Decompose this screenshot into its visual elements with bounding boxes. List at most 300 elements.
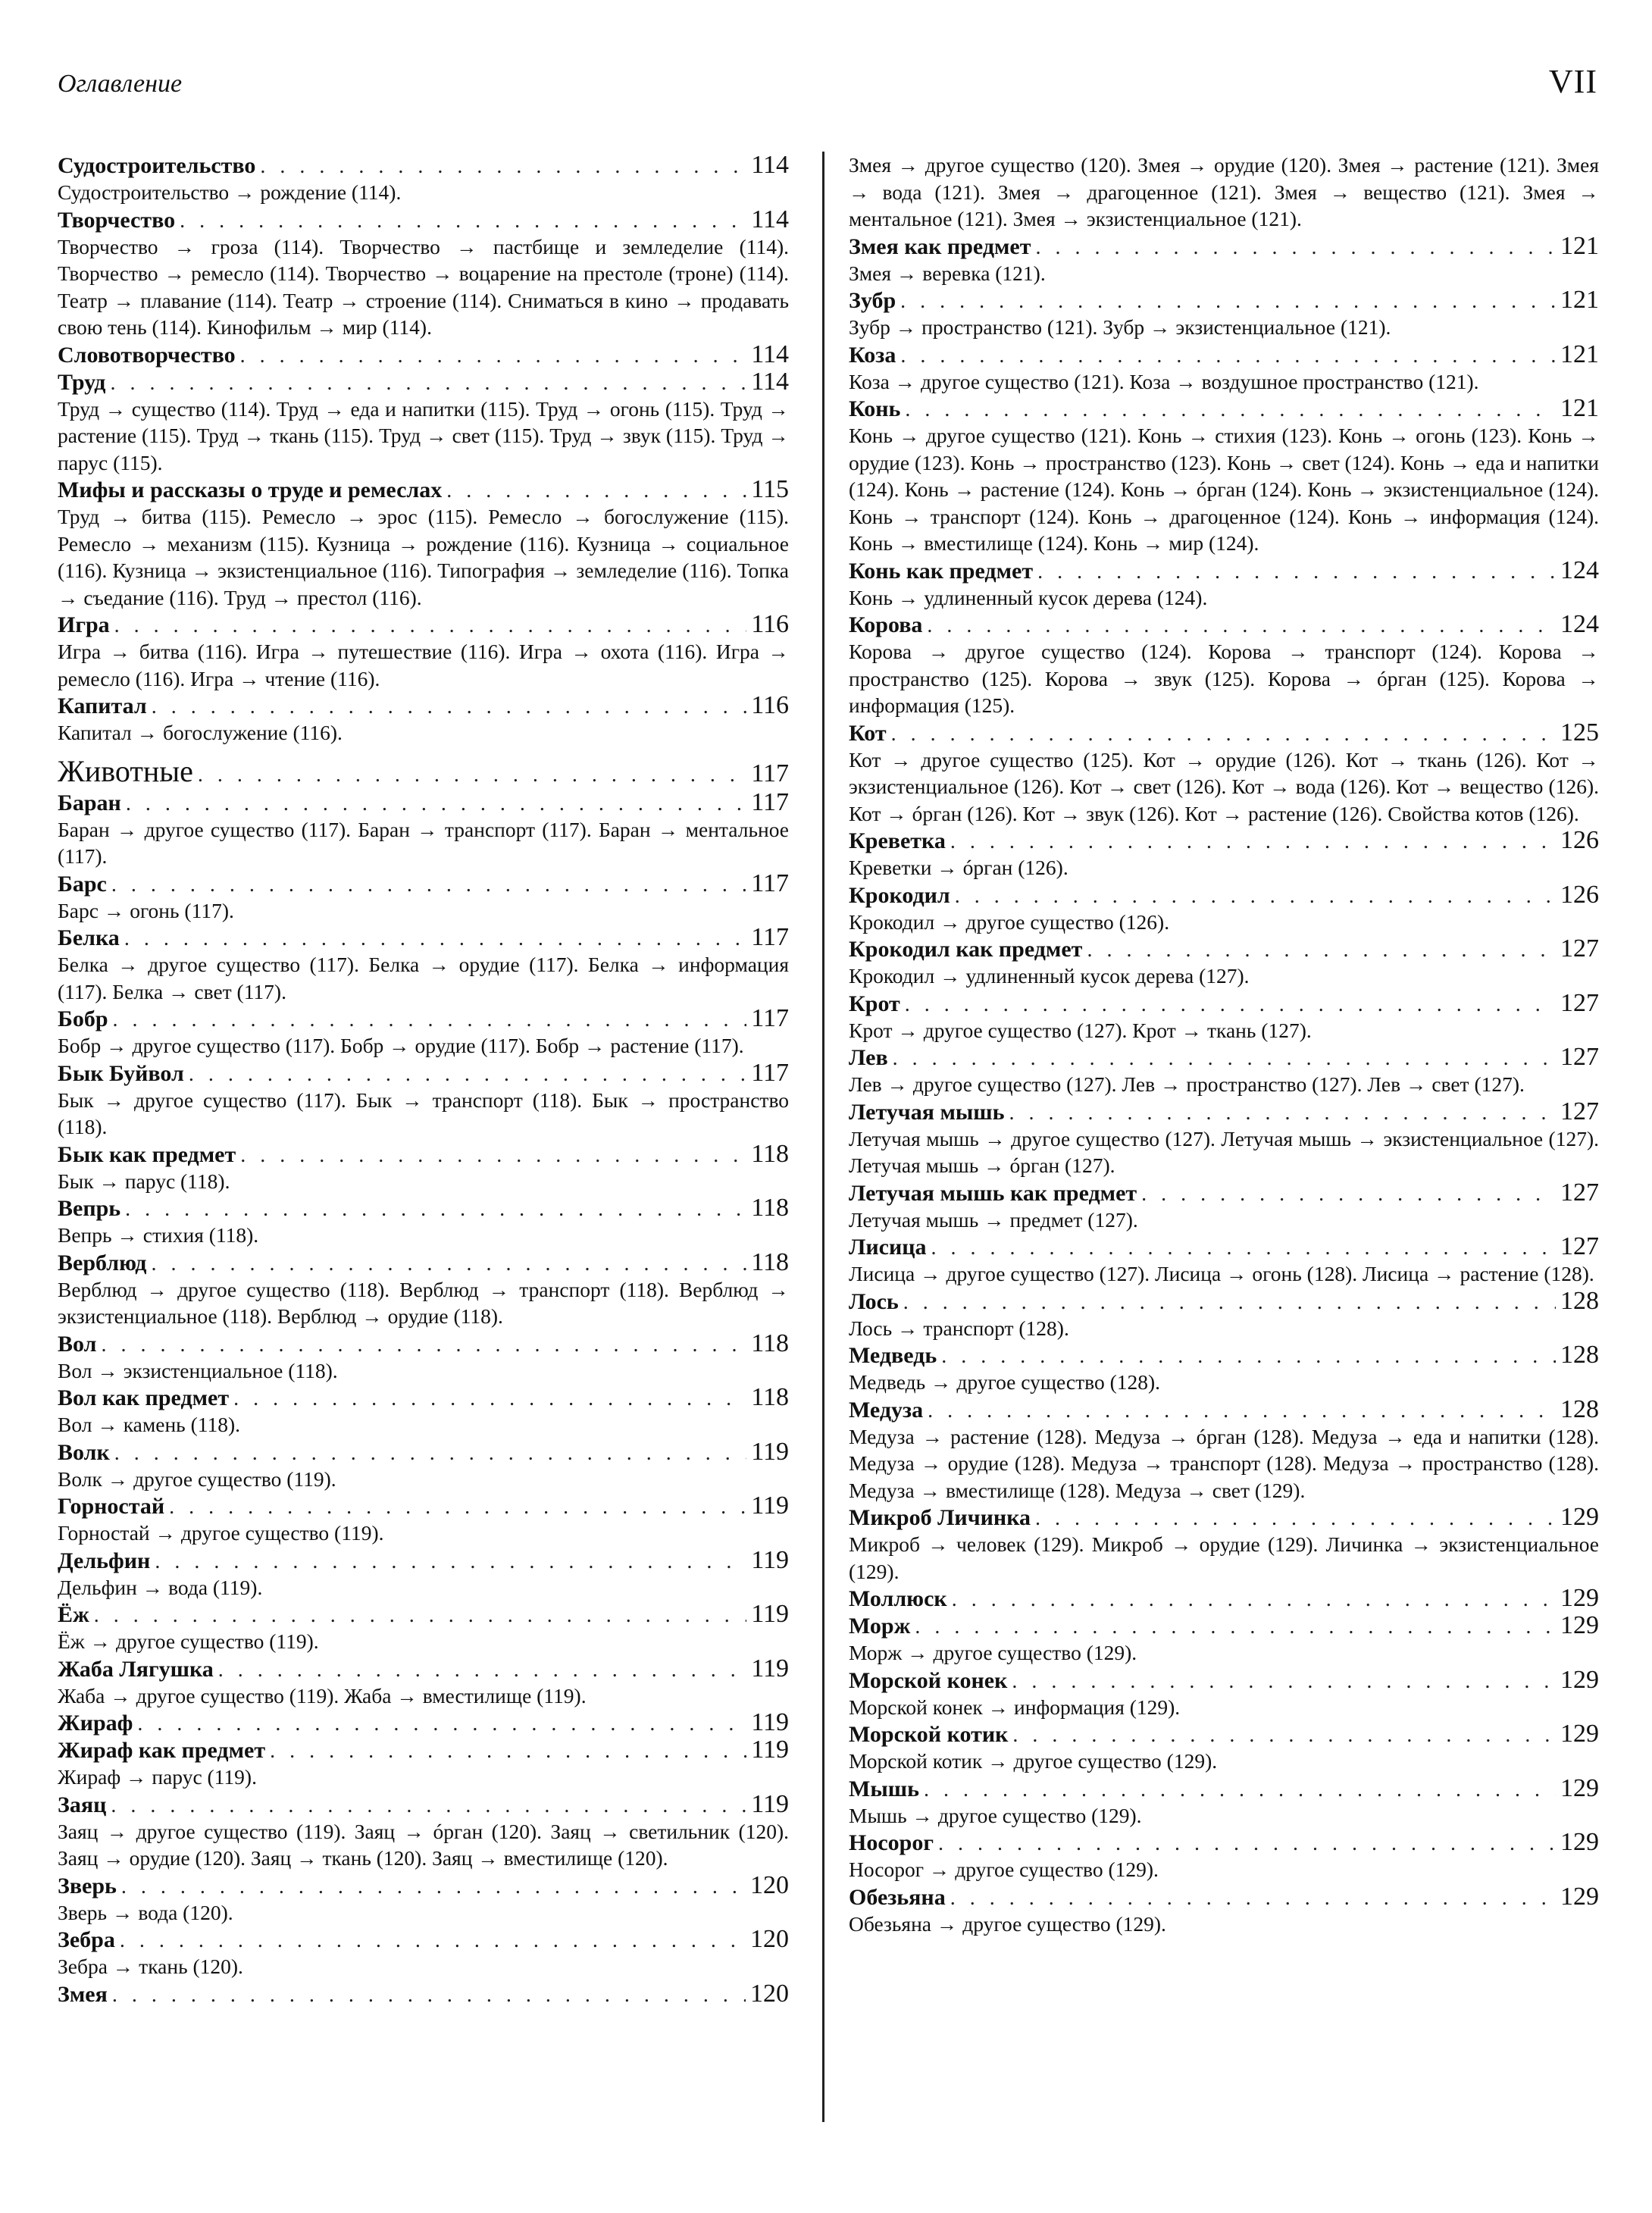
dot-leader [905,991,1556,1019]
toc-entry [58,1384,789,1438]
toc-entry-heading [58,1005,789,1032]
dot-leader [938,1830,1556,1858]
toc-entry [58,1655,789,1710]
toc-entry-description: Бык → парус (118). [58,1169,230,1193]
toc-entry [849,1098,1599,1179]
toc-entry-heading [849,395,1599,422]
toc-entry-description: Медведь → другое существо (128). [849,1370,1161,1394]
toc-entry [849,1341,1599,1396]
dot-leader [1012,1668,1556,1695]
toc-entry-heading [58,1709,789,1736]
right-column [849,152,1599,1937]
toc-entry-description: Микроб → человек (129). Микроб → орудие (129). Личинка → экзистенциальное (129). [849,1532,1599,1583]
toc-entry-description: Зубр → пространство (121). Зубр → экзистенциальное (121). [849,315,1391,339]
dot-leader [114,1440,747,1467]
toc-entry-description: Корова → другое существо (124). Корова → транспорт (124). Корова → пространство (125). Корова → звук (125). Корова → óрган (125). Корова → информация (125). [849,640,1599,717]
toc-entry [58,924,789,1005]
toc-entry [849,1233,1599,1288]
toc-page-number: 127 [1560,1043,1599,1071]
toc-page-number: 117 [751,923,789,951]
toc-entry [58,1926,789,1980]
dot-leader [240,343,747,370]
toc-entry-heading [849,1829,1599,1856]
toc-page-number: 119 [751,1492,789,1520]
dot-leader [1035,1505,1556,1532]
toc-entry-description: Труд → существо (114). Труд → еда и напитки (115). Труд → огонь (115). Труд → растение (115). Труд → ткань (115). Труд → свет (115). Труд → звук (115). Труд → парус (115). [58,396,789,474]
dot-leader [155,1548,746,1576]
toc-entry-title: Лев [849,1045,888,1070]
toc-entry-title: Животные [58,753,193,788]
dot-leader [927,612,1556,640]
toc-entry-heading [58,1330,789,1357]
toc-page-number: 119 [751,1600,789,1628]
toc-entry-description: Заяц → другое существо (119). Заяц → óрган (120). Заяц → светильник (120). Заяц → орудие (120). Заяц → ткань (120). Заяц → вместилище (120). [58,1819,789,1870]
toc-entry [58,1438,789,1493]
toc-entry-title: Лось [849,1288,899,1314]
toc-entry [849,1044,1599,1098]
toc-entry [849,341,1599,396]
toc-entry [849,152,1599,233]
toc-page-number: 124 [1560,610,1599,638]
dot-leader [903,1289,1556,1316]
toc-entry-title: Змея как предмет [849,233,1031,259]
toc-page-number: 120 [750,1870,789,1899]
toc-entry [849,1667,1599,1721]
toc-entry-heading [58,789,789,816]
toc-entry [849,990,1599,1044]
toc-entry-description: Носорог → другое существо (129). [849,1858,1159,1881]
dot-leader [270,1738,746,1765]
toc-entry [849,1396,1599,1504]
toc-entry-description: Змея → другое существо (120). Змея → орудие (120). Змея → растение (121). Змея → вода (121). Змея → драгоценное (121). Змея → вещество (121). Змея → ментальное (121). Змея → экзистенциальное (121). [849,153,1599,230]
toc-entry-heading [58,1601,789,1628]
toc-entry-title: Капитал [58,693,147,718]
toc-entry-title: Крот [849,991,900,1016]
toc-page-number: 114 [751,367,789,396]
dot-leader [891,721,1556,748]
dot-leader [126,790,746,818]
dot-leader [180,208,746,235]
toc-page-number: 117 [751,1058,789,1087]
toc-entry-heading [849,1179,1599,1207]
toc-page-number: 117 [751,759,789,787]
dot-leader [137,1711,746,1738]
toc-entry-description: Крот → другое существо (127). Крот → ткань (127). [849,1018,1312,1042]
toc-section-heading [58,754,789,789]
toc-entry [849,935,1599,990]
toc-entry-title: Вол как предмет [58,1385,230,1410]
dot-leader [924,1776,1556,1804]
dot-leader [1037,559,1556,586]
toc-page-number: 125 [1560,718,1599,747]
toc-entry-heading [849,1098,1599,1125]
toc-page-number: 119 [751,1437,789,1466]
toc-entry-title: Конь как предмет [849,558,1034,584]
toc-entry [58,1709,789,1736]
toc-entry-description: Барс → огонь (117). [58,898,234,922]
toc-page-number: 118 [751,1383,789,1411]
dot-leader [900,343,1556,370]
toc-page-number: 118 [751,1139,789,1168]
toc-entry-description: Лев → другое существо (127). Лев → пространство (127). Лев → свет (127). [849,1072,1525,1096]
toc-entry-heading [849,990,1599,1017]
dot-leader [260,153,746,180]
toc-page-number: 119 [751,1736,789,1764]
toc-page-number: 116 [751,610,789,638]
toc-entry-title: Баран [58,790,121,815]
dot-leader [1035,234,1556,261]
dot-leader [931,1235,1556,1262]
dot-leader [915,1614,1556,1641]
dot-leader [1141,1181,1556,1208]
toc-page-number: 129 [1560,1720,1599,1748]
toc-entry-title: Морской конек [849,1667,1008,1693]
toc-entry-description: Верблюд → другое существо (118). Верблюд → транспорт (118). Верблюд → экзистенциальное (118). Верблюд → орудие (118). [58,1277,789,1328]
toc-entry [58,870,789,925]
toc-entry-heading [849,881,1599,909]
toc-page-number: 120 [750,1925,789,1953]
toc-entry-description: Творчество → гроза (114). Творчество → пастбище и земледелие (114). Творчество → ремесло (114). Творчество → воцарение на престоле (троне) (114). Театр → плавание (114). Театр → строение (114). Сниматься в кино → продавать свою тень (114). Кинофильм → мир (114). [58,234,789,339]
toc-entry-title: Творчество [58,207,176,233]
toc-entry-title: Бык как предмет [58,1141,236,1167]
toc-page-number: 115 [751,475,789,503]
toc-entry-title: Медведь [849,1343,937,1368]
dot-leader [124,925,746,953]
toc-page-number: 126 [1560,880,1599,909]
toc-entry [58,1547,789,1601]
toc-page-number: 128 [1560,1286,1599,1315]
toc-entry-title: Обезьяна [849,1884,946,1910]
toc-entry-heading [849,935,1599,963]
toc-entry-heading [58,1872,789,1899]
toc-entry-heading [849,1883,1599,1911]
toc-entry-heading [849,611,1599,638]
toc-page-number: 119 [751,1654,789,1682]
toc-entry-heading [58,1980,789,2008]
toc-entry-title: Морж [849,1614,911,1639]
toc-entry-heading [58,1384,789,1411]
dot-leader [950,1885,1556,1912]
toc-entry-description: Труд → битва (115). Ремесло → эрос (115). Ремесло → богослужение (115). Ремесло → механизм (115). Кузница → рождение (116). Кузница → социальное (116). Кузница → экзистенциальное (116). Типография → земледелие (116). Топка → съедание (116). Труд → престол (116). [58,505,789,609]
toc-entry-title: Заяц [58,1792,107,1817]
toc-entry [849,1504,1599,1585]
toc-entry-description: Коза → другое существо (121). Коза → воздушное пространство (121). [849,369,1479,393]
toc-entry-heading [849,341,1599,368]
toc-entry-title: Летучая мышь [849,1099,1005,1125]
dot-leader [446,477,746,505]
toc-entry-heading [849,1612,1599,1639]
toc-entry-heading [58,1249,789,1276]
toc-entry-description: Баран → другое существо (117). Баран → транспорт (117). Баран → ментальное (117). [58,817,789,868]
toc-entry [58,1791,789,1872]
toc-page-number: 114 [751,205,789,233]
toc-entry-description: Зверь → вода (120). [58,1900,233,1924]
toc-entry [849,1775,1599,1830]
toc-entry [58,1330,789,1385]
dot-leader [151,1250,746,1278]
toc-entry-description: Крокодил → удлиненный кусок дерева (127). [849,964,1250,988]
dot-leader [110,370,746,397]
toc-entry [849,233,1599,287]
toc-entry [849,1612,1599,1667]
toc-page-number: 118 [751,1329,789,1357]
toc-entry-heading [849,827,1599,854]
toc-page-number: 117 [751,787,789,816]
toc-page-number: 127 [1560,1232,1599,1260]
dot-leader [950,828,1556,856]
dot-leader [114,612,747,640]
toc-entry-heading [849,719,1599,747]
toc-page-number: 117 [751,869,789,897]
toc-entry-title: Коза [849,342,896,368]
dot-leader [233,1385,746,1413]
dot-leader [1012,1722,1556,1749]
toc-page-number: 129 [1560,1665,1599,1694]
toc-page-number: 116 [751,691,789,719]
toc-entry [58,789,789,870]
toc-entry-title: Мифы и рассказы о труде и ремеслах [58,477,443,502]
dot-leader [125,1196,746,1223]
toc-page-number: 127 [1560,1178,1599,1207]
toc-entry [58,1601,789,1655]
dot-leader [941,1343,1556,1370]
toc-entry [849,881,1599,936]
toc-entry [58,341,789,368]
toc-entry [849,1720,1599,1775]
toc-entry-title: Жираф как предмет [58,1738,266,1763]
toc-entry [58,152,789,206]
toc-entry-description: Змея → веревка (121). [849,261,1046,285]
toc-entry-description: Конь → удлиненный кусок дерева (124). [849,585,1208,609]
toc-page-number: 128 [1560,1341,1599,1369]
toc-entry-description: Медуза → растение (128). Медуза → óрган (128). Медуза → еда и напитки (128). Медуза → орудие (128). Медуза → транспорт (128). Медуза → пространство (128). Медуза → вместилище (128). Медуза → свет (129). [849,1424,1599,1502]
toc-entry-description: Лисица → другое существо (127). Лисица → огонь (128). Лисица → растение (128). [849,1262,1594,1285]
dot-leader [111,1792,746,1820]
toc-entry-heading [849,1396,1599,1423]
toc-entry-description: Конь → другое существо (121). Конь → стихия (123). Конь → огонь (123). Конь → орудие (123). Конь → пространство (123). Конь → свет (124). Конь → еда и напитки (124). Конь → растение (124). Конь → óрган (124). Конь → экзистенциальное (124). Конь → транспорт (124). Конь → драгоценное (124). Конь → информация (124). Конь → вместилище (124). Конь → мир (124). [849,424,1599,555]
dot-leader [101,1332,746,1359]
toc-entry [849,719,1599,828]
toc-entry-heading [849,286,1599,314]
toc-entry-title: Морской котик [849,1722,1009,1747]
toc-entry-heading [58,1736,789,1764]
toc-entry [58,692,789,747]
toc-page-number: 128 [1560,1394,1599,1423]
toc-entry [58,1736,789,1791]
dot-leader [1009,1100,1556,1127]
toc-entry-heading [58,206,789,233]
toc-entry-description: Горностай → другое существо (119). [58,1521,384,1545]
toc-entry-title: Дельфин [58,1548,151,1573]
toc-entry [58,1005,789,1060]
toc-entry [849,827,1599,881]
toc-entry-heading [58,924,789,951]
toc-entry-heading [58,368,789,396]
toc-entry-description: Кот → другое существо (125). Кот → орудие (126). Кот → ткань (126). Кот → экзистенциальное (126). Кот → свет (126). Кот → вода (126). Кот → вещество (126). Кот → óрган (126). Кот → звук (126). Кот → растение (126). Свойства котов (126). [849,747,1599,825]
toc-entry-description: Вепрь → стихия (118). [58,1223,259,1247]
toc-entry-title: Жираф [58,1711,133,1736]
toc-entry-title: Конь [849,396,901,421]
toc-entry-description: Крокодил → другое существо (126). [849,909,1170,934]
toc-entry-heading [849,1044,1599,1071]
toc-entry-description: Игра → битва (116). Игра → путешествие (116). Игра → охота (116). Игра → ремесло (116). Игра → чтение (116). [58,640,789,690]
toc-entry-heading [849,1288,1599,1315]
dot-leader [169,1494,746,1521]
toc-entry-description: Белка → другое существо (117). Белка → орудие (117). Белка → информация (117). Белка → свет (117). [58,953,789,1003]
dot-leader [113,1006,747,1034]
toc-page-number: 121 [1560,286,1599,314]
toc-entry-description: Морской конек → информация (129). [849,1695,1181,1719]
toc-entry-description: Зебра → ткань (120). [58,1955,243,1978]
toc-entry-heading [58,1547,789,1574]
dot-leader [121,1873,746,1901]
toc-entry-heading [849,233,1599,260]
toc-entry [58,1980,789,2008]
toc-entry-heading [58,1194,789,1222]
toc-entry-description: Летучая мышь → другое существо (127). Летучая мышь → экзистенциальное (127). Летучая мышь → óрган (127). [849,1126,1599,1177]
toc-entry-title: Кот [849,720,887,746]
left-column [58,152,789,2008]
toc-entry [58,1872,789,1927]
toc-page-number: 129 [1560,1584,1599,1612]
toc-entry-heading [58,152,789,179]
toc-entry-description: Лось → транспорт (128). [849,1316,1069,1340]
toc-page-number: 118 [751,1194,789,1222]
toc-entry-description: Бобр → другое существо (117). Бобр → орудие (117). Бобр → растение (117). [58,1034,744,1057]
toc-page-number: 127 [1560,934,1599,963]
toc-entry-heading [58,1791,789,1818]
dot-leader [111,872,746,899]
dot-leader [218,1657,746,1684]
dot-leader [905,396,1556,424]
toc-entry-description: Морж → другое существо (129). [849,1641,1137,1664]
toc-page-number: 129 [1560,1503,1599,1531]
toc-entry [58,611,789,692]
toc-page-number: 129 [1560,1828,1599,1856]
toc-entry-heading [58,1926,789,1953]
toc-page-number: 129 [1560,1773,1599,1802]
toc-entry-heading [58,1492,789,1520]
toc-entry-heading [849,1504,1599,1531]
toc-entry-heading [849,1720,1599,1748]
toc-entry-heading [849,1233,1599,1260]
toc-entry-description: Летучая мышь → предмет (127). [849,1207,1138,1232]
running-title: Оглавление [58,70,183,98]
toc-entry-title: Ёж [58,1602,89,1627]
toc-entry-heading [58,476,789,503]
toc-entry-title: Летучая мышь как предмет [849,1180,1137,1206]
dot-leader [900,288,1556,315]
toc-entry-heading [849,1341,1599,1369]
toc-entry-title: Бык Буйвол [58,1060,184,1086]
toc-entry [58,476,789,611]
toc-page-number: 119 [751,1545,789,1574]
toc-entry [58,1492,789,1547]
toc-entry-heading [58,341,789,368]
toc-entry-title: Вол [58,1331,97,1357]
toc-entry-title: Верблюд [58,1250,147,1276]
toc-entry [58,1194,789,1249]
toc-entry-title: Корова [849,612,923,637]
toc-entry-title: Моллюск [849,1586,947,1611]
toc-entry-description: Ёж → другое существо (119). [58,1629,319,1653]
toc-entry-description: Вол → экзистенциальное (118). [58,1358,338,1382]
toc-entry-title: Горностай [58,1494,165,1519]
toc-entry-heading [58,1060,789,1087]
toc-entry-heading [849,1667,1599,1694]
toc-entry-title: Зебра [58,1927,115,1952]
toc-page-number: 120 [750,1979,789,2008]
toc-page-number: 119 [751,1789,789,1818]
toc-entry [849,1829,1599,1883]
toc-page-number: 121 [1560,231,1599,260]
toc-entry-heading [849,1775,1599,1802]
toc-entry-description: Жираф → парус (119). [58,1765,257,1789]
toc-entry [58,206,789,341]
dot-leader [240,1142,746,1169]
dot-leader [1087,937,1556,964]
toc-entry [58,1141,789,1195]
toc-entry-description: Волк → другое существо (119). [58,1466,336,1491]
toc-entry-title: Креветка [849,828,946,853]
toc-entry-heading [58,692,789,719]
toc-entry-title: Носорог [849,1830,934,1855]
toc-entry [58,1060,789,1141]
toc-page-number: 119 [751,1708,789,1736]
toc-page-number: 114 [751,340,789,368]
toc-entry-heading [58,611,789,638]
toc-entry [849,1179,1599,1234]
toc-entry-heading [58,1655,789,1682]
toc-page-number: 121 [1560,340,1599,368]
toc-entry-title: Зубр [849,288,896,313]
toc-entry-title: Игра [58,612,110,637]
toc-entry [849,1883,1599,1938]
toc-page-number: 129 [1560,1882,1599,1911]
toc-entry-heading [58,1141,789,1168]
toc-entry-title: Жаба Лягушка [58,1656,214,1682]
toc-page-number: 124 [1560,556,1599,584]
toc-entry [849,286,1599,341]
toc-page-number: 127 [1560,1097,1599,1125]
toc-entry [849,1288,1599,1342]
toc-entry-title: Микроб Личинка [849,1505,1031,1530]
dot-leader [928,1398,1556,1425]
dot-leader [152,693,747,721]
toc-entry-title: Бобр [58,1006,108,1031]
toc-entry-description: Капитал → богослужение (116). [58,721,343,744]
dot-leader [955,883,1556,910]
dot-leader [952,1586,1556,1614]
toc-entry-title: Мышь [849,1776,919,1801]
toc-entry-title: Белка [58,925,120,950]
toc-page-number: 114 [751,151,789,179]
toc-entry-title: Медуза [849,1397,924,1423]
dot-leader [120,1927,746,1955]
toc-entry-title: Словотворчество [58,342,236,368]
column-divider [822,152,824,2122]
toc-entry [849,557,1599,612]
toc-entry-title: Труд [58,369,106,395]
toc-entry-description: Мышь → другое существо (129). [849,1803,1142,1827]
toc-page-number: 121 [1560,394,1599,422]
toc-page-number: 126 [1560,826,1599,854]
toc-page-number: 129 [1560,1611,1599,1639]
toc-entry-title: Зверь [58,1873,117,1898]
toc-entry-title: Змея [58,1981,108,2007]
toc-entry-description: Судостроительство → рождение (114). [58,180,402,204]
toc-entry [849,395,1599,557]
